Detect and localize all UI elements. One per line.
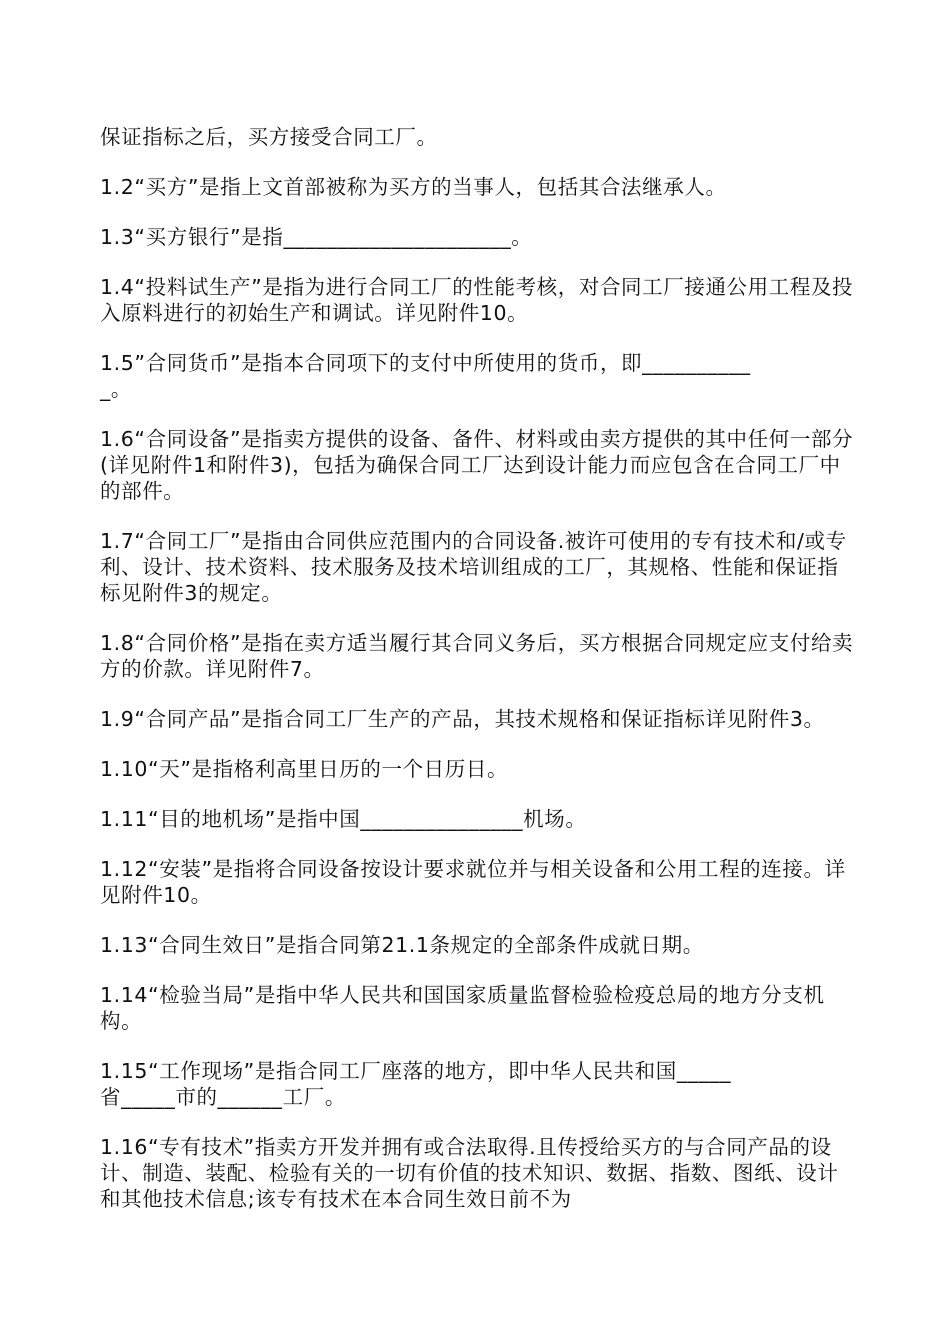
paragraph-1-10: 1.10“天”是指格利高里日历的一个日历日。 [100, 757, 509, 781]
paragraph-1-14: 1.14“检验当局”是指中华人民共和国国家质量监督检验检疫总局的地方分支机构。 [100, 983, 825, 1033]
paragraph-1-1-tail: 保证指标之后，买方接受合同工厂。 [100, 125, 438, 149]
paragraph-1-16: 1.16“专有技术”指卖方开发并拥有或合法取得.且传授给买方的与合同产品的设计、制造、装配、检验有关的一切有价值的技术知识、数据、指数、图纸、设计和其他技术信息;该专有技术在本合同生效日前不为 [100, 1135, 839, 1211]
paragraph-1-11: 1.11“目的地机场”是指中国_______________机场。 [100, 807, 587, 831]
paragraph-1-3: 1.3“买方银行”是指_____________________。 [100, 225, 533, 249]
paragraph-1-9: 1.9“合同产品”是指合同工厂生产的产品，其技术规格和保证指标详见附件3。 [100, 707, 825, 731]
paragraph-1-12: 1.12“安装”是指将合同设备按设计要求就位并与相关设备和公用工程的连接。详见附件10。 [100, 857, 846, 907]
paragraph-1-2: 1.2“买方”是指上文首部被称为买方的当事人，包括其合法继承人。 [100, 175, 727, 199]
paragraph-1-4: 1.4“投料试生产”是指为进行合同工厂的性能考核，对合同工厂接通公用工程及投入原料进行的初始生产和调试。详见附件10。 [100, 275, 854, 325]
paragraph-1-8: 1.8“合同价格”是指在卖方适当履行其合同义务后，买方根据合同规定应支付给卖方的价款。详见附件7。 [100, 631, 854, 681]
paragraph-1-13: 1.13“合同生效日”是指合同第21.1条规定的全部条件成就日期。 [100, 933, 704, 957]
paragraph-1-7: 1.7“合同工厂”是指由合同供应范围内的合同设备.被许可使用的专有技术和/或专利、设计、技术资料、技术服务及技术培训组成的工厂，其规格、性能和保证指标见附件3的规定。 [100, 529, 847, 605]
paragraph-1-6: 1.6“合同设备”是指卖方提供的设备、备件、材料或由卖方提供的其中任何一部分(详见附件1和附件3)，包括为确保合同工厂达到设计能力而应包含在合同工厂中的部件。 [100, 427, 854, 503]
paragraph-1-15: 1.15“工作现场”是指合同工厂座落的地方，即中华人民共和国_____ 省_____市的______工厂。 [100, 1059, 732, 1109]
document-page [100, 124, 854, 1236]
paragraph-1-5: 1.5”合同货币”是指本合同项下的支付中所使用的货币，即__________ _。 [100, 351, 751, 401]
